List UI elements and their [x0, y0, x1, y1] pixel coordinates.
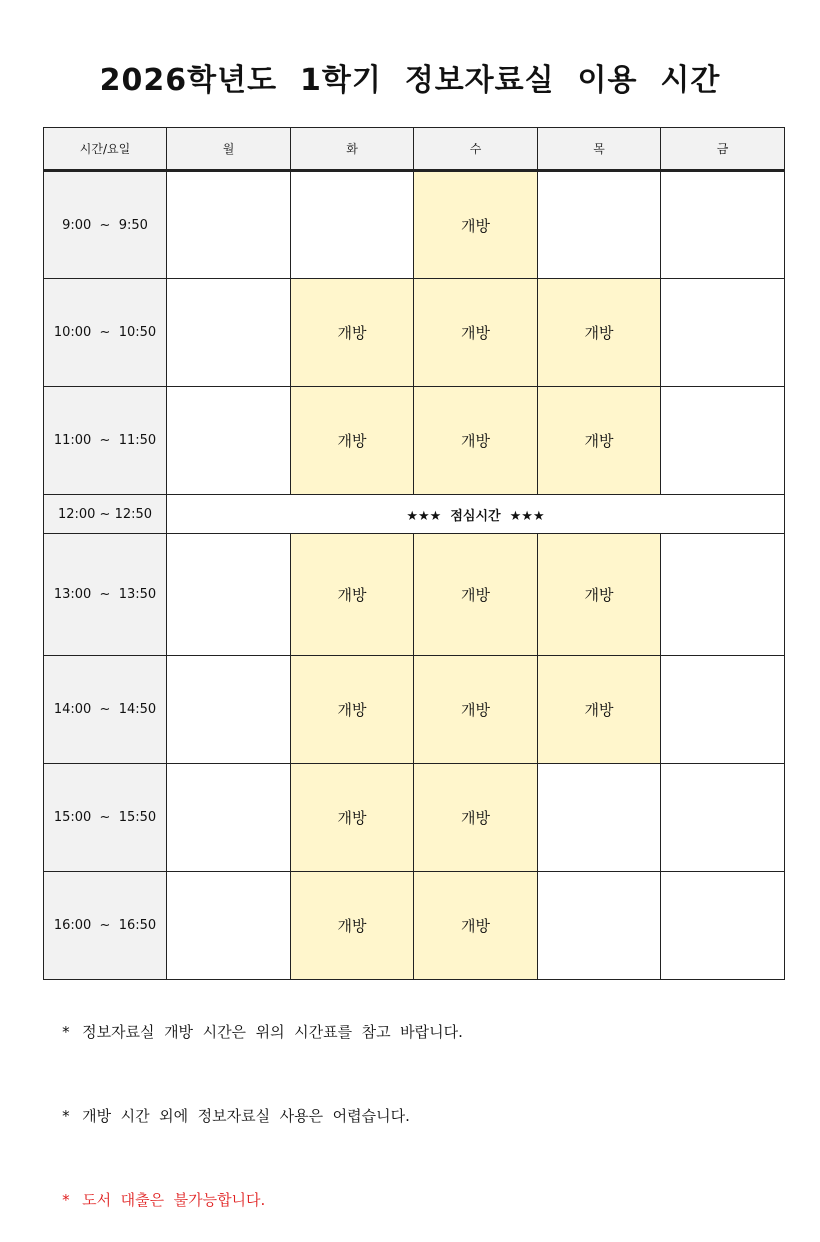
time-slot: 9:00 ~ 9:50	[44, 171, 167, 279]
notes	[43, 990, 463, 1242]
lunch-label: ★★★ 점심시간 ★★★	[167, 495, 785, 534]
note-3	[43, 1158, 463, 1242]
schedule-row	[44, 872, 785, 980]
cell-fri-empty	[661, 872, 785, 980]
cell-wed-open: 개방	[414, 387, 538, 495]
header-row	[44, 128, 785, 171]
header-mon: 월	[167, 128, 291, 171]
time-slot: 15:00 ~ 15:50	[44, 764, 167, 872]
time-slot: 13:00 ~ 13:50	[44, 534, 167, 656]
cell-fri-empty	[661, 279, 785, 387]
schedule-row	[44, 764, 785, 872]
cell-tue-empty	[291, 171, 414, 279]
lunch-time: 12:00 ~ 12:50	[44, 495, 167, 534]
cell-mon-empty	[167, 279, 291, 387]
cell-tue-open: 개방	[291, 656, 414, 764]
schedule-table	[43, 127, 785, 980]
cell-tue-open: 개방	[291, 872, 414, 980]
schedule-row	[44, 656, 785, 764]
cell-fri-empty	[661, 534, 785, 656]
cell-wed-open: 개방	[414, 656, 538, 764]
page-title: 2026학년도 1학기 정보자료실 이용 시간	[99, 63, 721, 98]
cell-wed-open: 개방	[414, 279, 538, 387]
cell-tue-open: 개방	[291, 387, 414, 495]
cell-thu-empty	[538, 171, 661, 279]
cell-tue-open: 개방	[291, 534, 414, 656]
cell-mon-empty	[167, 171, 291, 279]
time-slot: 11:00 ~ 11:50	[44, 387, 167, 495]
note-marker: *	[62, 1023, 70, 1041]
cell-mon-empty	[167, 764, 291, 872]
header-wed: 수	[414, 128, 538, 171]
cell-mon-empty	[167, 387, 291, 495]
time-slot: 16:00 ~ 16:50	[44, 872, 167, 980]
header-thu: 목	[538, 128, 661, 171]
lunch-row	[44, 495, 785, 534]
cell-tue-open: 개방	[291, 764, 414, 872]
cell-wed-open: 개방	[414, 534, 538, 656]
cell-thu-open: 개방	[538, 279, 661, 387]
time-slot: 10:00 ~ 10:50	[44, 279, 167, 387]
note-text: 개방 시간 외에 정보자료실 사용은 어렵습니다.	[82, 1107, 410, 1125]
header-fri: 금	[661, 128, 785, 171]
note-marker: *	[62, 1107, 70, 1125]
note-text: 도서 대출은 불가능합니다.	[82, 1191, 266, 1209]
cell-thu-open: 개방	[538, 656, 661, 764]
cell-fri-empty	[661, 656, 785, 764]
time-slot: 14:00 ~ 14:50	[44, 656, 167, 764]
cell-wed-open: 개방	[414, 872, 538, 980]
header-tue: 화	[291, 128, 414, 171]
cell-fri-empty	[661, 764, 785, 872]
schedule-row	[44, 279, 785, 387]
note-marker: *	[62, 1191, 70, 1209]
cell-tue-open: 개방	[291, 279, 414, 387]
header-time-day: 시간/요일	[44, 128, 167, 171]
cell-fri-empty	[661, 171, 785, 279]
note-text: 정보자료실 개방 시간은 위의 시간표를 참고 바랍니다.	[82, 1023, 463, 1041]
schedule-row	[44, 171, 785, 279]
cell-thu-open: 개방	[538, 387, 661, 495]
schedule-row	[44, 534, 785, 656]
cell-wed-open: 개방	[414, 764, 538, 872]
cell-thu-empty	[538, 872, 661, 980]
note-2	[43, 1074, 463, 1158]
cell-mon-empty	[167, 534, 291, 656]
cell-mon-empty	[167, 656, 291, 764]
schedule-body	[44, 171, 785, 980]
schedule-row	[44, 387, 785, 495]
cell-wed-open: 개방	[414, 171, 538, 279]
cell-thu-empty	[538, 764, 661, 872]
cell-mon-empty	[167, 872, 291, 980]
cell-thu-open: 개방	[538, 534, 661, 656]
note-1	[43, 990, 463, 1074]
cell-fri-empty	[661, 387, 785, 495]
